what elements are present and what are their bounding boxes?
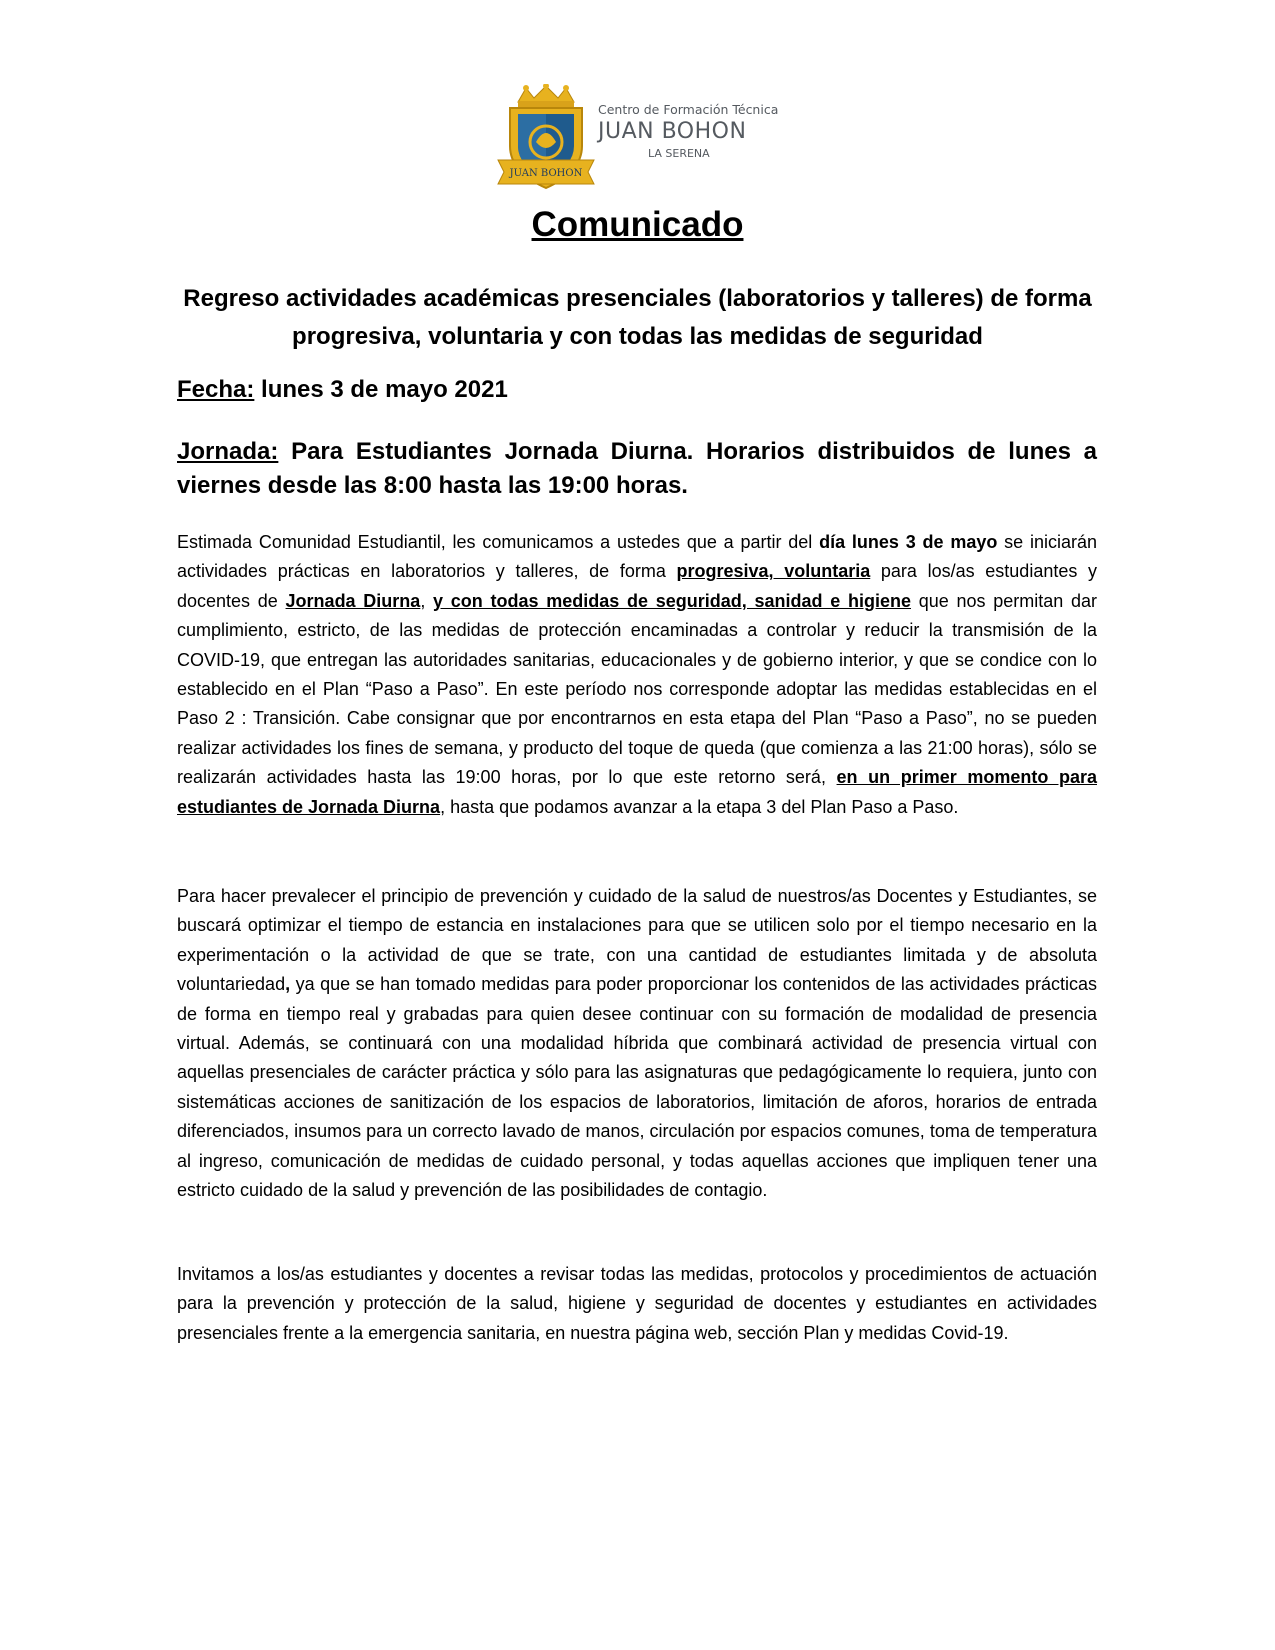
- bold-underline-run: y con todas medidas de seguridad, sanidad e higiene: [433, 590, 911, 611]
- bold-underline-run: Jornada Diurna: [285, 590, 421, 611]
- schedule-label: Jornada:: [177, 438, 279, 465]
- schedule-value: Para Estudiantes Jornada Diurna. Horarios distribuidos de lunes a viernes desde las 8:00 hasta las 19:00 horas.: [177, 438, 1097, 499]
- schedule-line: [177, 435, 1097, 503]
- text-run: se iniciarán actividades prácticas en laboratorios y talleres, de forma: [177, 532, 1098, 582]
- text-run: ,: [420, 590, 434, 611]
- text-run: , hasta que podamos avanzar a la etapa 3 del Plan Paso a Paso.: [440, 796, 959, 817]
- text-run: que nos permitan dar cumplimiento, estricto, de las medidas de protección encaminadas a controlar y reducir la transmisión de la COVID-19, que entregan las autoridades sanitarias, educacionales y de gobierno interior, y que se condice con lo establecido en el Plan “Paso a Paso”. En este período nos corresponde adoptar las medidas establecidas en el Paso 2 : Transición. Cabe consignar que por encontrarnos en esta etapa del Plan “Paso a Paso”, no se pueden realizar actividades los fines de semana, y producto del toque de queda (que comienza a las 21:00 horas), sólo se realizarán actividades hasta las 19:00 horas, por lo que este retorno será,: [177, 590, 1097, 788]
- date-line: [177, 376, 1097, 404]
- bold-underline-run: progresiva, voluntaria: [676, 561, 871, 582]
- crest-banner-text: JUAN BOHON: [509, 168, 583, 179]
- text-run: Para hacer prevalecer el principio de prevención y cuidado de la salud de nuestros/as Docentes y Estudiantes, se buscará optimizar el tiempo de estancia en instalaciones para que se utilicen solo por el tiempo necesario en la experimentación o la actividad de que se trate, con una cantidad de estudiantes limitada y de absoluta voluntariedad: [177, 886, 1097, 995]
- institution-logo: [496, 84, 779, 196]
- document-subtitle: Regreso actividades académicas presenciales (laboratorios y talleres) de forma progresiva, voluntaria y con todas las medidas de seguridad: [183, 285, 1092, 350]
- logo-line-2: JUAN BOHON: [598, 119, 747, 144]
- logo-text: [598, 102, 778, 160]
- text-run: Estimada Comunidad Estudiantil, les comunicamos a ustedes que a partir del: [177, 532, 820, 552]
- bold-underline-run: ,: [285, 974, 291, 995]
- date-label: Fecha:: [177, 376, 255, 403]
- paragraph-1: [177, 528, 1097, 822]
- text-run: ya que se han tomado medidas para poder proporcionar los contenidos de las actividades prácticas de forma en tiempo real y grabadas para quien desee continuar con su formación de modalidad de presencia virtual. Además, se continuará con una modalidad híbrida que combinará actividad de presencia virtual con aquellas presenciales de carácter práctica y sólo para las asignaturas que pedagógicamente lo requiera, junto con sistemáticas acciones de sanitización de los espacios de laboratorios, limitación de aforos, horarios de entrada diferenciados, insumos para un correcto lavado de manos, circulación por espacios comunes, toma de temperatura al ingreso, comunicación de medidas de cuidado personal, y todas aquellas acciones que impliquen tener una estricto cuidado de la salud y prevención de las posibilidades de contagio.: [177, 974, 1097, 1201]
- bold-underline-run: en un primer momento para estudiantes de Jornada Diurna: [177, 767, 1097, 817]
- text-run: para los/as estudiantes y docentes de: [177, 561, 1098, 611]
- logo-line-1: Centro de Formación Técnica: [598, 102, 779, 117]
- crest-icon: [496, 84, 596, 196]
- document-title: Comunicado: [531, 205, 744, 244]
- date-value: lunes 3 de mayo 2021: [254, 376, 508, 403]
- bold-run: día lunes 3 de mayo: [819, 532, 998, 552]
- text-run: Invitamos a los/as estudiantes y docentes a revisar todas las medidas, protocolos y procedimientos de actuación para la prevención y protección de la salud, higiene y seguridad de docentes y estudiantes en actividades presenciales frente a la emergencia sanitaria, en nuestra página web, sección Plan y medidas Covid-19.: [177, 1264, 1097, 1343]
- paragraph-2: [177, 882, 1097, 1205]
- logo-line-3: LA SERENA: [648, 147, 710, 160]
- paragraph-3: [177, 1260, 1097, 1348]
